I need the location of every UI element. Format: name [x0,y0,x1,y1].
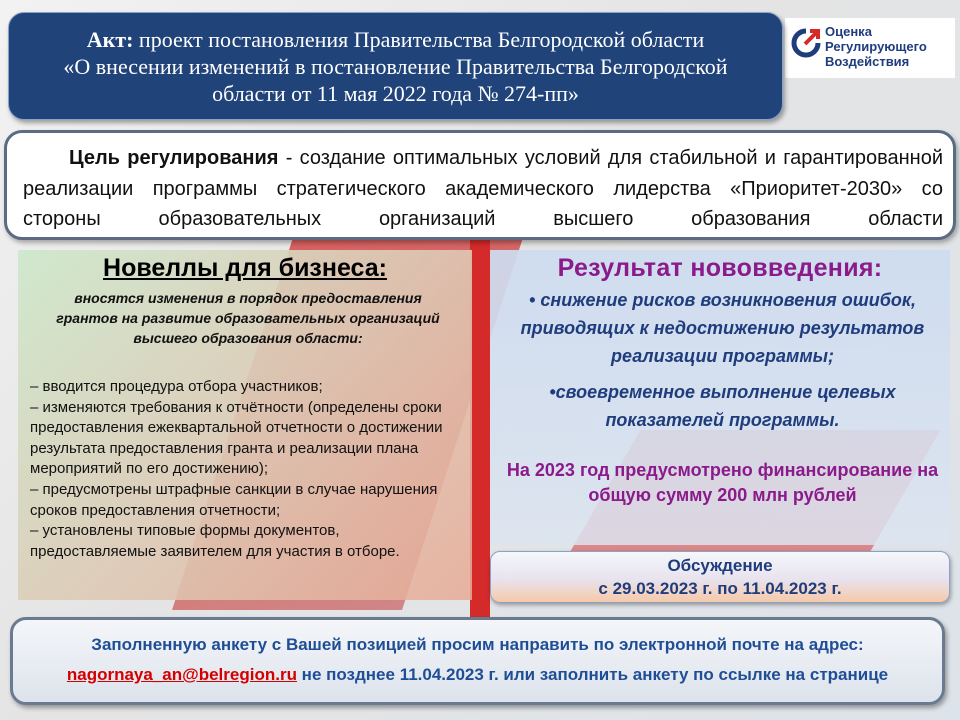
orv-logo-icon [791,28,821,58]
header-line-1-text: проект постановления Правительства Белгородской области [133,27,705,52]
logo-line-3: Воздействия [825,54,910,69]
novelties-subtitle: вносятся изменения в порядок предоставления грантов на развитие образовательных организаций высшего образования области: [56,290,440,346]
header-prefix: Акт: [86,27,134,52]
act-header [8,12,783,120]
list-item: – изменяются требования к отчётности (определены сроки предоставления ежеквартальной отчетности о достижении результата предоставления гранта и реализации плана мероприятий по его достижению); [30,398,443,478]
result-item-1: • снижение рисков возникновения ошибок, приводящих к недостижению результатов реализации программы; [520,290,925,366]
logo-line-2: Регулирующего [825,39,927,54]
footer-line-2 [13,660,942,690]
footer-line-1: Заполненную анкету с Вашей позицией просим направить по электронной почте на адрес: [91,635,864,654]
discussion-period [490,551,950,603]
regulation-goal [4,130,956,240]
footer-line-2-text: не позднее 11.04.2023 г. или заполнить анкету по ссылке на странице [296,665,889,684]
logo [785,18,955,78]
header-line-1 [9,26,782,53]
header-line-3: области от 11 мая 2022 года № 274-пп» [212,81,579,106]
funding-text: На 2023 год предусмотрено финансирование на общую сумму 200 млн рублей [506,460,939,505]
email-link[interactable]: nagornaya_an@belregion.ru [66,665,297,684]
innovation-result-panel [490,250,950,545]
logo-text [825,24,927,69]
list-item: – предусмотрены штрафные санкции в случае нарушения сроков предоставления отчетности; [30,480,438,519]
list-item: – вводится процедура отбора участников; [30,378,323,395]
goal-label: Цель регулирования [69,147,279,169]
list-item: – установлены типовые формы документов, предоставляемые заявителем для участия в отборе. [30,522,400,560]
novelties-list [30,377,470,562]
business-novelties-panel [18,250,472,600]
header-line-2: «О внесении изменений в постановление Правительства Белгородской [63,54,728,79]
novelties-title: Новеллы для бизнеса: [103,254,387,282]
result-title: Результат нововведения: [557,254,883,282]
logo-line-1: Оценка [825,24,872,39]
discussion-title: Обсуждение [667,556,773,575]
discussion-dates: с 29.03.2023 г. по 11.04.2023 г. [598,579,842,598]
goal-text: - создание оптимальных условий для стабильной и гарантированной реализации программы стратегического академического лидерства «Приоритет-2030» со стороны образовательных организаций высшего образования области [23,147,943,230]
feedback-footer [10,617,945,705]
background-red-stripe [470,240,490,620]
result-item-2: •своевременное выполнение целевых показателей программы. [549,382,896,430]
